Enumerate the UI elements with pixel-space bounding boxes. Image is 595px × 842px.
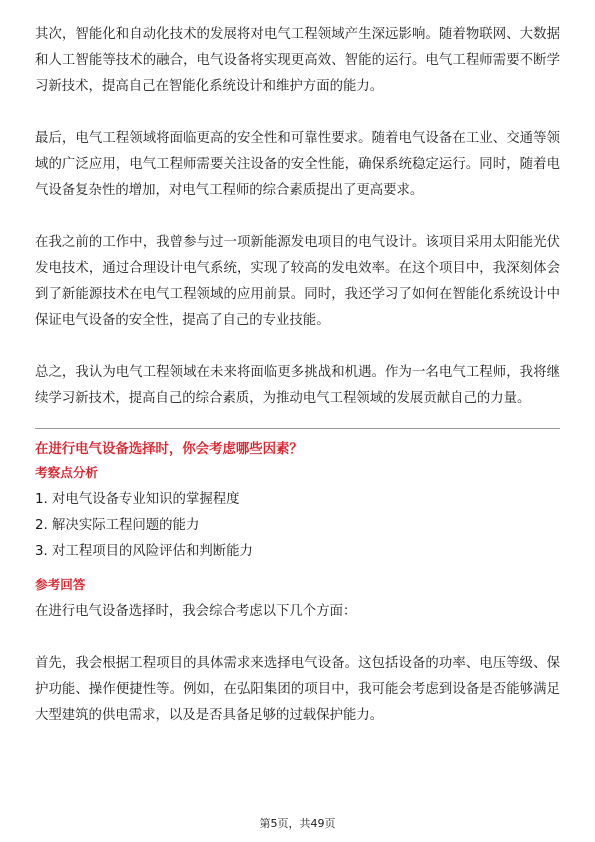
body-paragraph: 最后，电气工程领域将面临更高的安全性和可靠性要求。随着电气设备在工业、交通等领域的广泛应用，电气工程师需要关注设备的安全性能，确保系统稳定运行。同时，随着电气设备复杂性的增加，对电气工程师的综合素质提出了更高要求。 (35, 131, 560, 198)
answer-paragraph: 首先，我会根据工程项目的具体需求来选择电气设备。这包括设备的功率、电压等级、保护功能、操作便捷性等。例如，在弘阳集团的项目中，我可能会考虑到设备是否能够满足大型建筑的供电需求，以及是否具备足够的过载保护能力。 (35, 656, 560, 723)
page-number: 第5页，共49页 (259, 817, 336, 830)
list-item: 2. 解决实际工程问题的能力 (35, 518, 200, 533)
document-page (35, 22, 560, 755)
question-title: 在进行电气设备选择时，你会考虑哪些因素？ (35, 442, 303, 457)
body-paragraph: 其次，智能化和自动化技术的发展将对电气工程领域产生深远影响。随着物联网、大数据和人工智能等技术的融合，电气设备将实现更高效、智能的运行。电气工程师需要不断学习新技术，提高自己在智能化系统设计和维护方面的能力。 (35, 27, 560, 94)
analysis-list (35, 487, 560, 565)
list-item: 3. 对工程项目的风险评估和判断能力 (35, 544, 253, 559)
answer-paragraph: 在进行电气设备选择时，我会综合考虑以下几个方面： (35, 604, 357, 619)
list-item: 1. 对电气设备专业知识的掌握程度 (35, 492, 240, 507)
section-divider (35, 428, 560, 429)
body-paragraph: 在我之前的工作中，我曾参与过一项新能源发电项目的电气设计。该项目采用太阳能光伏发电技术，通过合理设计电气系统，实现了较高的发电效率。在这个项目中，我深刻体会到了新能源技术在电气工程领域的应用前景。同时，我还学习了如何在智能化系统设计中保证电气设备的安全性，提高了自己的专业技能。 (35, 235, 560, 328)
answer-heading: 参考回答 (35, 577, 86, 592)
body-paragraph: 总之，我认为电气工程领域在未来将面临更多挑战和机遇。作为一名电气工程师，我将继续学习新技术，提高自己的综合素质，为推动电气工程领域的发展贡献自己的力量。 (35, 365, 560, 406)
analysis-heading: 考察点分析 (35, 465, 98, 480)
